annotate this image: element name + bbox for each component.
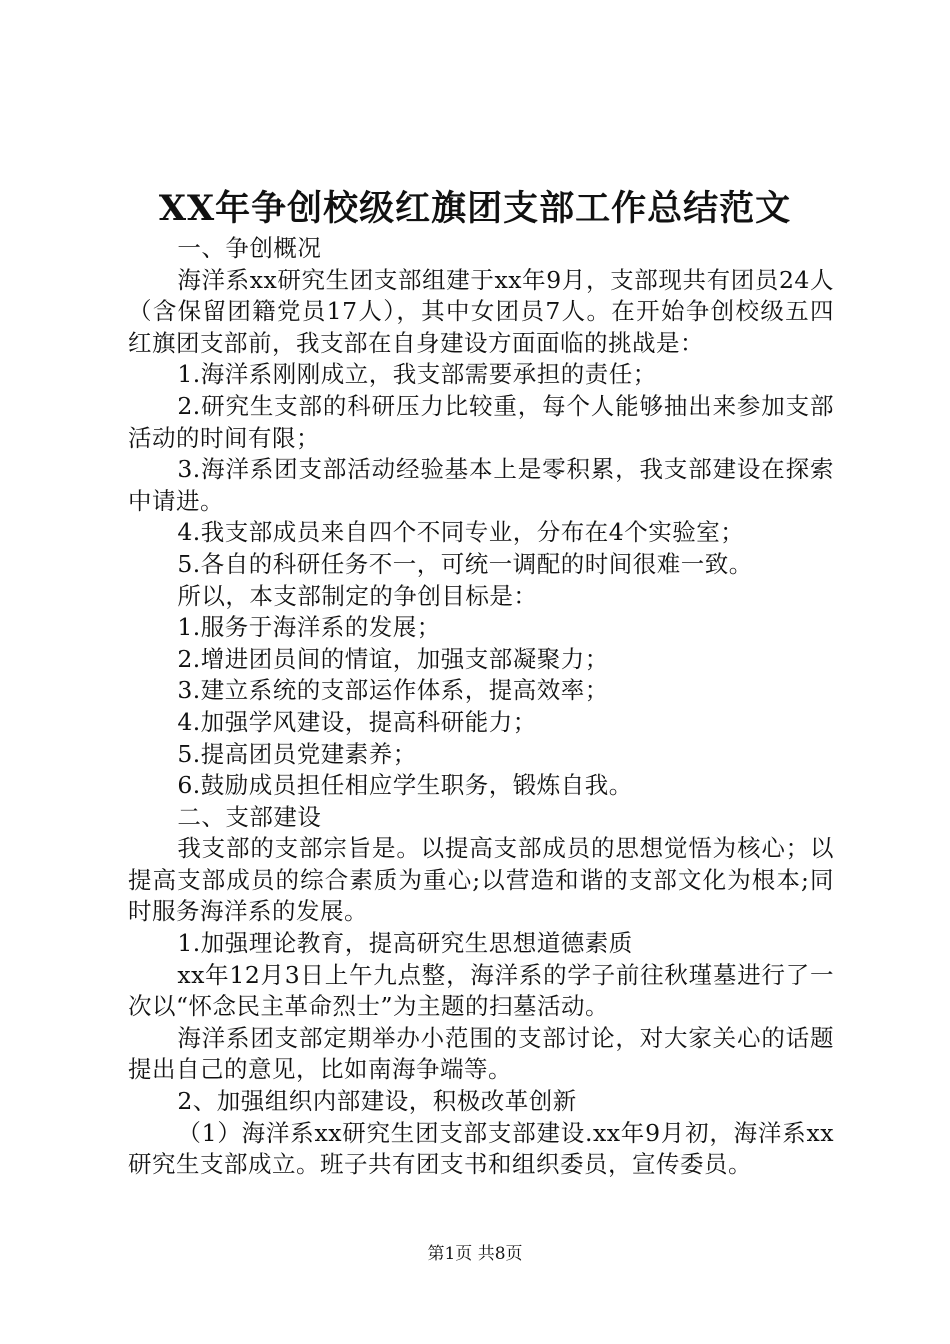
list-item: 5.提高团员党建素养； [177, 739, 417, 768]
list-item: 2.研究生支部的科研压力比较重，每个人能够抽出来参加支部活动的时间有限； [128, 391, 834, 452]
list-item: 6.鼓励成员担任相应学生职务，锻炼自我。 [177, 771, 633, 800]
paragraph: xx年12月3日上午九点整，海洋系的学子前往秋瑾墓进行了一次以“怀念民主革命烈士”为主题的扫墓活动。 [128, 960, 834, 1021]
list-item: 3.海洋系团支部活动经验基本上是零积累，我支部建设在探索中请进。 [128, 455, 834, 515]
document-body [128, 233, 834, 1181]
page-footer: 第1页 共8页 [427, 1244, 523, 1264]
paragraph: 我支部的支部宗旨是。以提高支部成员的思想觉悟为核心；以提高支部成员的综合素质为重心;以营造和谐的支部文化为根本;同时服务海洋系的发展。 [128, 834, 834, 926]
paragraph: 所以，本支部制定的争创目标是： [177, 581, 538, 610]
list-item: 5.各自的科研任务不一，可统一调配的时间很难一致。 [177, 549, 753, 578]
section-heading: 一、争创概况 [177, 234, 322, 262]
subsection-heading: 2、加强组织内部建设，积极改革创新 [177, 1087, 577, 1116]
section-heading: 二、支部建设 [177, 802, 322, 831]
list-item: 4.加强学风建设，提高科研能力； [177, 707, 537, 736]
list-item: 3.建立系统的支部运作体系，提高效率； [177, 676, 609, 705]
paragraph: 海洋系团支部定期举办小范围的支部讨论，对大家关心的话题提出自己的意见，比如南海争端等。 [128, 1023, 834, 1084]
list-item: 4.我支部成员来自四个不同专业，分布在4个实验室； [177, 518, 745, 547]
list-item: 2.增进团员间的情谊，加强支部凝聚力； [177, 644, 609, 673]
list-item: 1.海洋系刚刚成立，我支部需要承担的责任； [177, 360, 657, 389]
document-title: XX年争创校级红旗团支部工作总结范文 [158, 188, 792, 229]
paragraph: （1）海洋系xx研究生团支部支部建设.xx年9月初，海洋系xx研究生支部成立。班子共有团支书和组织委员，宣传委员。 [128, 1118, 834, 1179]
list-item: 1.服务于海洋系的发展； [177, 613, 441, 642]
subsection-heading: 1.加强理论教育，提高研究生思想道德素质 [177, 929, 633, 958]
paragraph: 海洋系xx研究生团支部组建于xx年9月，支部现共有团员24人（含保留团籍党员17人），其中女团员7人。在开始争创校级五四红旗团支部前，我支部在自身建设方面面临的挑战是： [128, 265, 834, 357]
